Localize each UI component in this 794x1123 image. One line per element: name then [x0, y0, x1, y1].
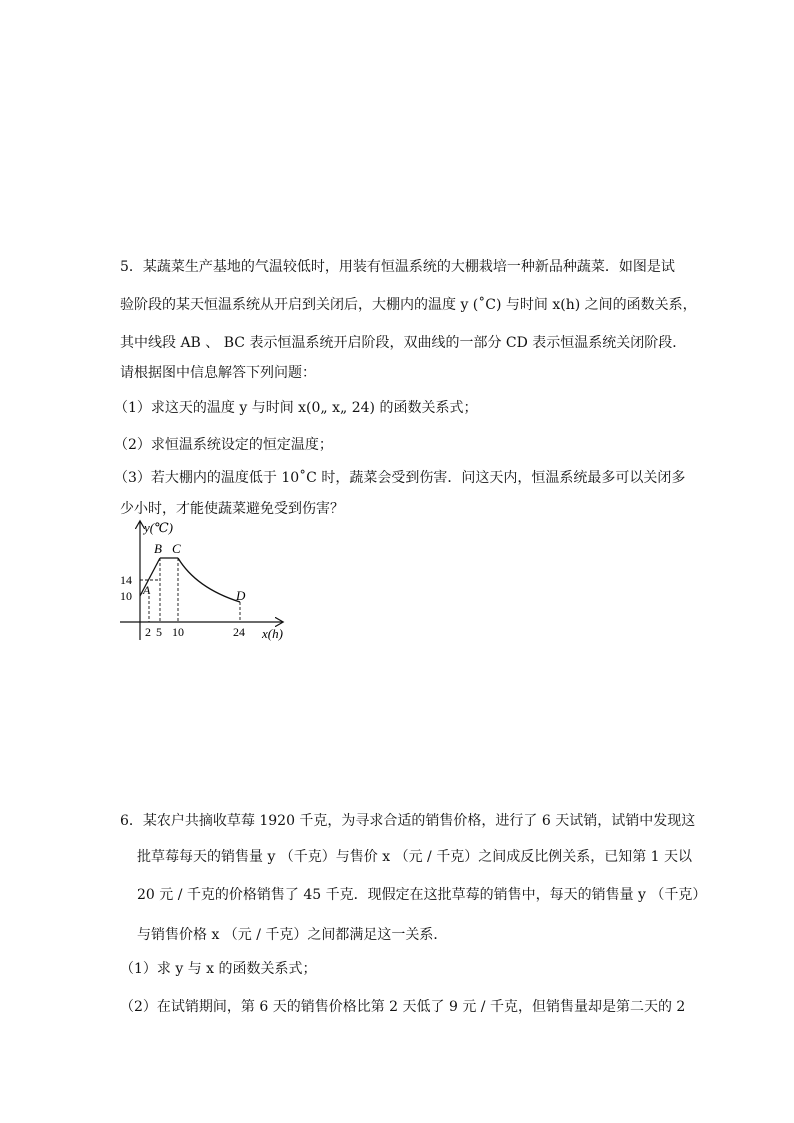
graph-svg: [112, 516, 302, 646]
problem5-question3-part1: （3）若大棚内的温度低于 10˚C 时，蔬菜会受到伤害．问这天内，恒温系统最多可以关闭多: [114, 470, 686, 486]
problem5-line3: 其中线段 AB 、 BC 表示恒温系统开启阶段，双曲线的一部分 CD 表示恒温系统关闭阶段．: [120, 335, 687, 351]
problem6-line2: 批草莓每天的销售量 y （千克）与售价 x （元 / 千克）之间成反比例关系，已知第 1 天以: [137, 849, 693, 865]
y-tick-10: 10: [120, 589, 132, 603]
curve-cd: [178, 558, 240, 602]
problem5-question2: （2）求恒温系统设定的恒定温度；: [114, 437, 333, 453]
x-tick-2: 2: [145, 625, 151, 639]
y-axis-label: y(℃): [144, 520, 173, 535]
problem6-line1: 6．某农户共摘收草莓 1920 千克，为寻求合适的销售价格，进行了 6 天试销，试销中发现这: [120, 813, 696, 829]
point-c-label: C: [172, 541, 181, 556]
problem6-question1: （1）求 y 与 x 的函数关系式；: [120, 961, 317, 977]
problem6-line3: 20 元 / 千克的价格销售了 45 千克．现假定在这批草莓的销售中，每天的销售量 y （千克）: [137, 887, 707, 903]
temperature-time-graph: [112, 516, 302, 646]
point-a-label: A: [143, 583, 151, 597]
y-tick-14: 14: [120, 573, 132, 587]
problem5-line1: 5．某蔬菜生产基地的气温较低时，用装有恒温系统的大棚栽培一种新品种蔬菜．如图是试: [120, 259, 675, 275]
problem6-question2: （2）在试销期间，第 6 天的销售价格比第 2 天低了 9 元 / 千克，但销售量却是第二天的 2: [120, 999, 686, 1015]
point-b-label: B: [154, 541, 162, 556]
x-tick-10: 10: [172, 625, 184, 639]
problem6-line4: 与销售价格 x （元 / 千克）之间都满足这一关系．: [137, 927, 448, 943]
problem5-line2: 验阶段的某天恒温系统从开启到关闭后，大棚内的温度 y (˚C) 与时间 x(h) 之间的函数关系，: [120, 297, 697, 313]
point-d-label: D: [236, 588, 246, 603]
problem5-question3-part2: 少小时，才能使蔬菜避免受到伤害？: [120, 501, 344, 517]
problem5-question1: （1）求这天的温度 y 与时间 x(0„ x„ 24) 的函数关系式；: [114, 400, 478, 416]
x-axis-label: x(h): [262, 626, 283, 641]
x-tick-24: 24: [233, 625, 245, 639]
x-tick-5: 5: [156, 625, 162, 639]
problem5-line4: 请根据图中信息解答下列问题：: [120, 365, 316, 381]
